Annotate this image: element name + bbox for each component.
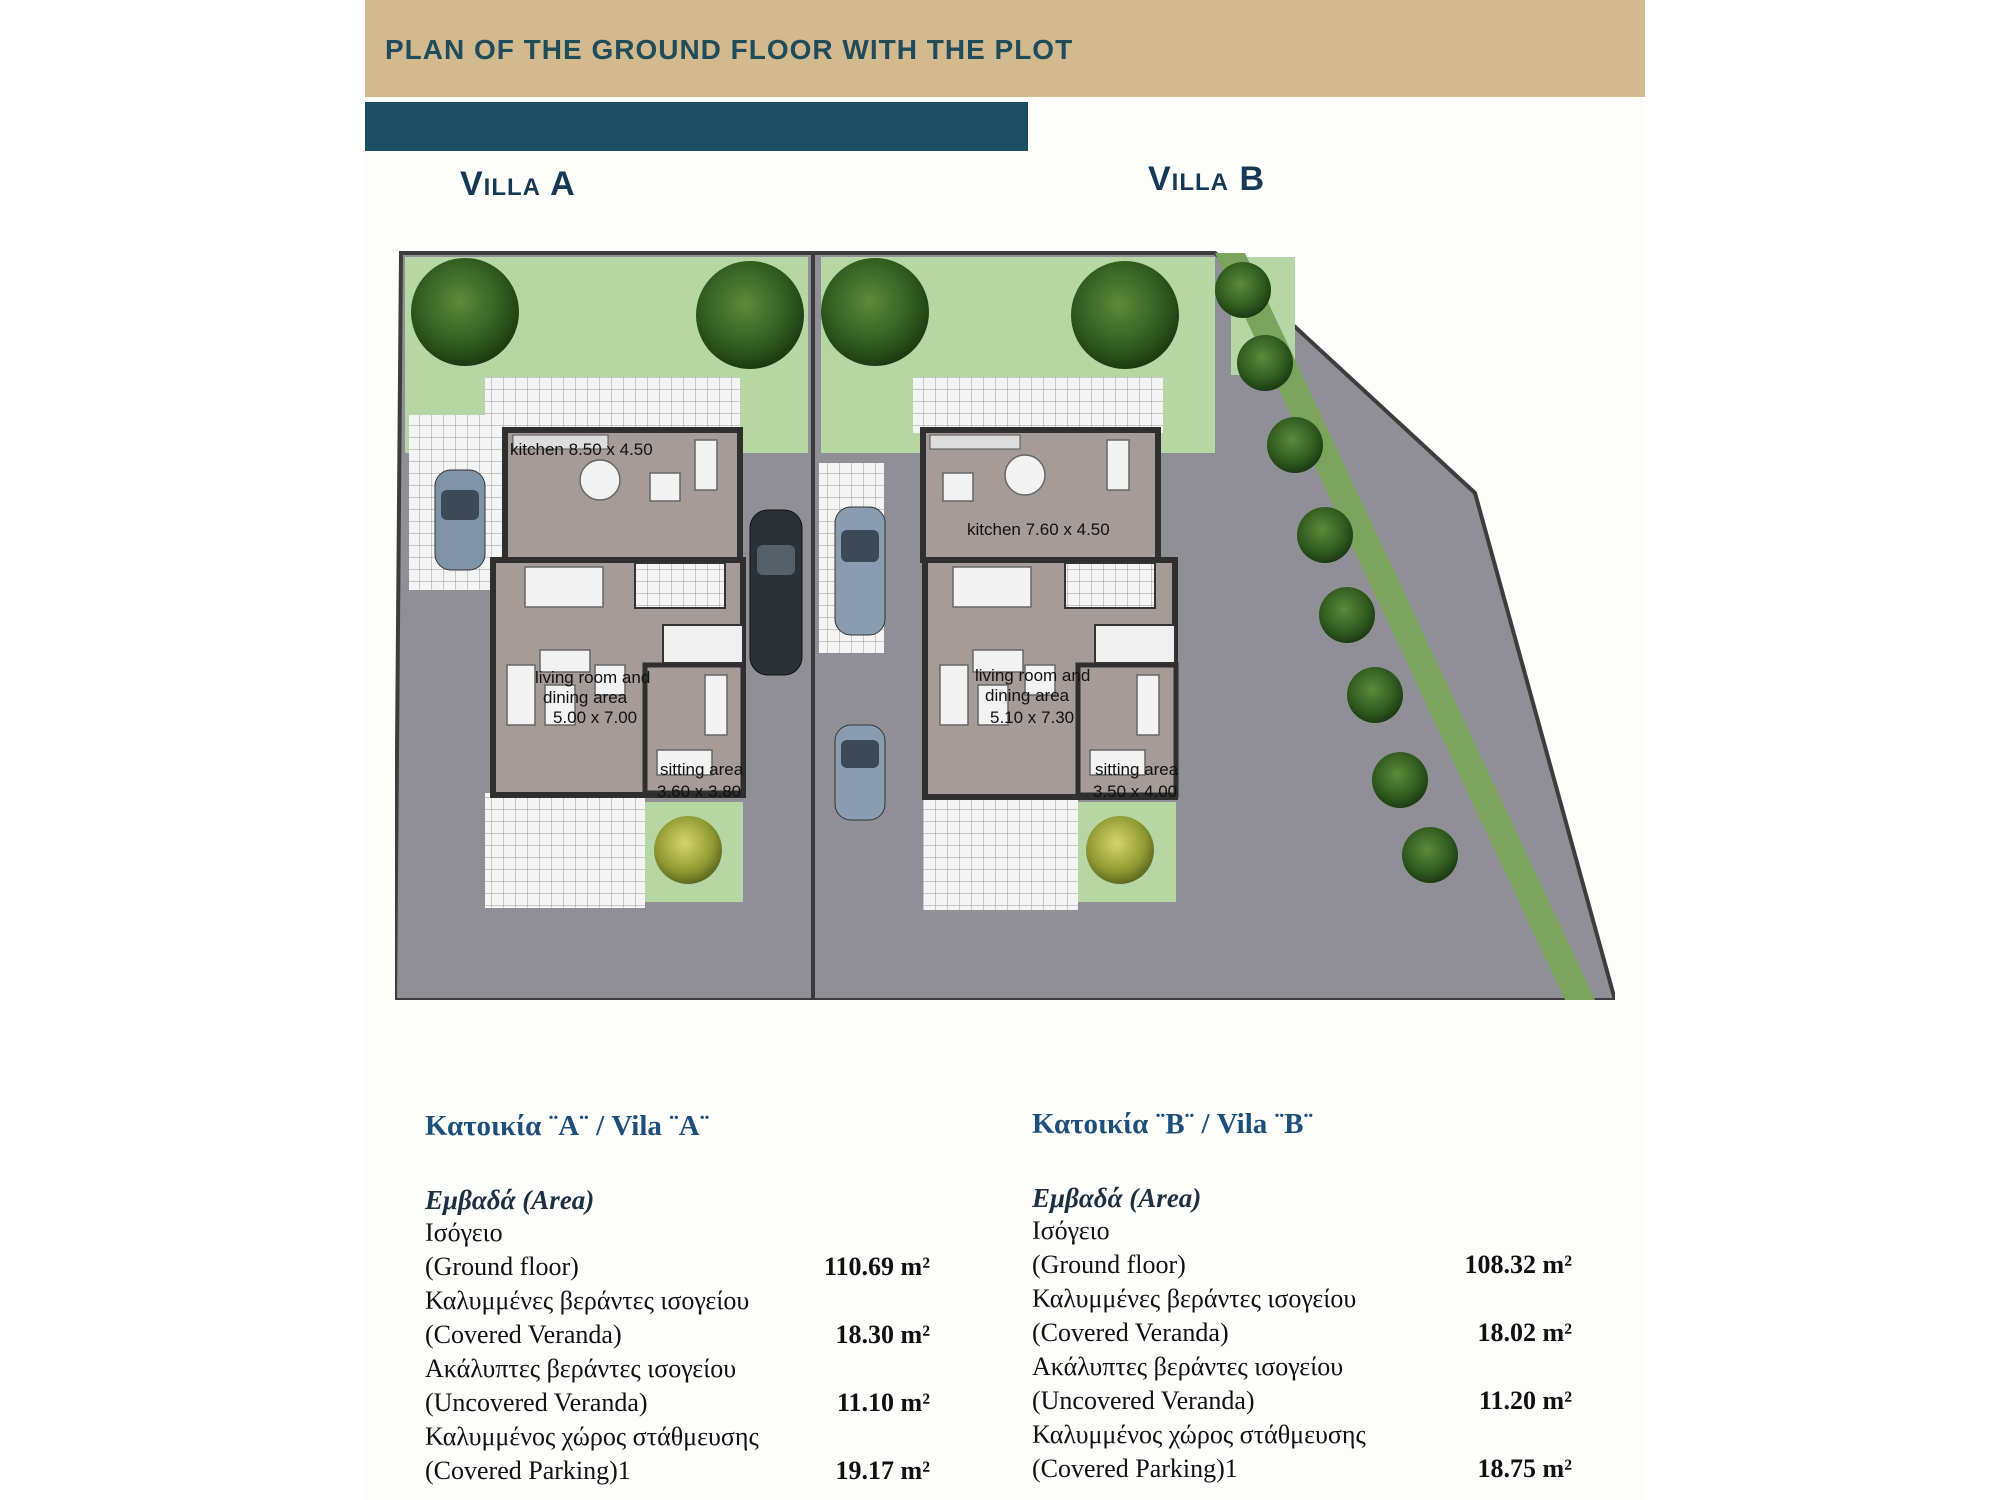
kitchen-b-label: kitchen 7.60 x 4.50: [967, 520, 1110, 539]
car-b-parking-2: [835, 725, 885, 820]
table-row: (Uncovered Veranda) 11.10 m²: [425, 1388, 930, 1417]
table-row: Καλυμμένες βεράντες ισογείου: [425, 1286, 750, 1315]
area-header-b: Εμβαδά (Area): [1032, 1183, 1202, 1213]
table-row: Ακάλυπτες βεράντες ισογείου: [1032, 1352, 1344, 1381]
table-row: Καλυμμένος χώρος στάθμευσης: [425, 1422, 759, 1451]
sitting-b-dim: 3.50 x 4.00: [1093, 782, 1178, 801]
area-header-a: Εμβαδά (Area): [425, 1185, 595, 1215]
villa-b-label: Villa B: [1148, 160, 1265, 198]
living-a-dim: 5.00 x 7.00: [553, 708, 638, 727]
floor-plan-drawing: [395, 245, 1615, 1000]
brochure-page: [365, 0, 1645, 1500]
villa-b-title: Κατοικία ¨Β¨ / Vila ¨B¨: [1032, 1108, 1314, 1140]
table-row: (Covered Parking)1 18.75 m²: [1032, 1454, 1572, 1483]
page-title: PLAN OF THE GROUND FLOOR WITH THE PLOT: [385, 34, 1074, 65]
villa-a-label: Villa A: [460, 165, 576, 203]
table-row: (Ground floor) 108.32 m²: [1032, 1250, 1572, 1279]
table-row: (Covered Veranda) 18.02 m²: [1032, 1318, 1572, 1347]
living-b-label-1: living room and: [975, 666, 1091, 685]
table-row: (Covered Parking)1 19.17 m²: [425, 1456, 930, 1485]
living-b-dim: 5.10 x 7.30: [990, 708, 1075, 727]
kitchen-a-label: kitchen 8.50 x 4.50: [510, 440, 653, 459]
accent-bar: [365, 102, 1028, 151]
table-row: Καλυμμένος χώρος στάθμευσης: [1032, 1420, 1366, 1449]
sitting-b-label: sitting area: [1095, 760, 1179, 779]
villa-a-title: Κατοικία ¨Α¨ / Vila ¨A¨: [425, 1110, 710, 1142]
areas-villa-b: [1032, 1108, 1572, 1486]
table-row: Καλυμμένες βεράντες ισογείου: [1032, 1284, 1357, 1313]
car-a-parking: [435, 470, 485, 570]
table-row: Ισόγειο: [425, 1218, 503, 1247]
areas-villa-a: [425, 1110, 930, 1488]
header-banner: [365, 0, 1645, 97]
car-driveway-a: [750, 510, 802, 675]
table-row: (Uncovered Veranda) 11.20 m²: [1032, 1386, 1572, 1415]
living-a-label-1: living room and: [535, 668, 651, 687]
sitting-a-label: sitting area: [660, 760, 744, 779]
table-row: Ακάλυπτες βεράντες ισογείου: [425, 1354, 737, 1383]
living-b-label-2: dining area: [985, 686, 1070, 705]
table-row: Ισόγειο: [1032, 1216, 1110, 1245]
table-row: (Covered Veranda) 18.30 m²: [425, 1320, 930, 1349]
table-row: (Ground floor) 110.69 m²: [425, 1252, 930, 1281]
sitting-a-dim: 3.60 x 3.80: [657, 782, 742, 801]
living-a-label-2: dining area: [543, 688, 628, 707]
car-b-parking-1: [835, 507, 885, 635]
